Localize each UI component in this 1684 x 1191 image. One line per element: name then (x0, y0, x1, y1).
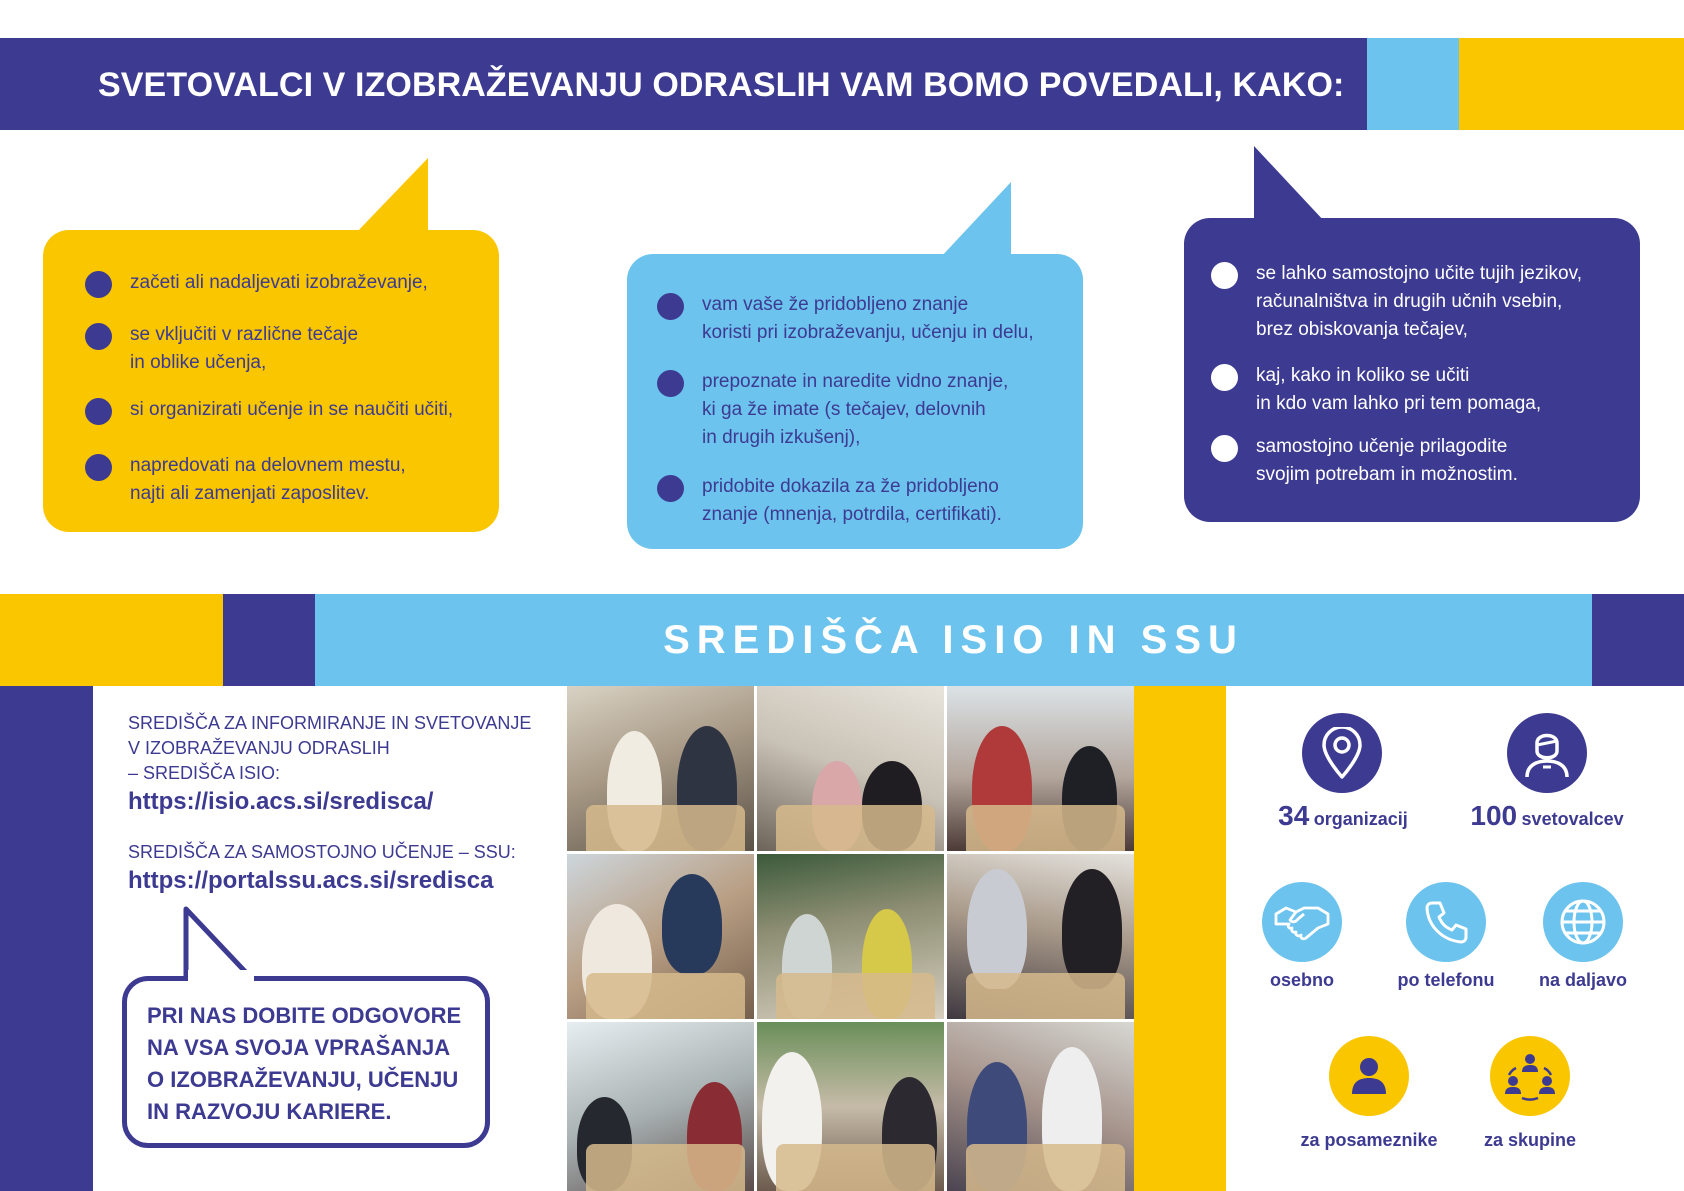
bubble-tail-yellow (355, 158, 430, 234)
person-icon (1329, 1036, 1409, 1116)
phone-icon (1406, 882, 1486, 962)
photo-counseling-session (947, 686, 1134, 851)
list-item: kaj, kako in koliko se učiti in kdo vam lahko pri tem pomaga, (1211, 362, 1582, 418)
callout-text: PRI NAS DOBITE ODGOVORE NA VSA SVOJA VPRAŠANJA O IZOBRAŽEVANJU, UČENJU IN RAZVOJU KARIERE. (147, 1003, 462, 1124)
bullet-list (657, 291, 1034, 529)
section-band-purple-right (1592, 594, 1684, 686)
mode-in-person: osebno (1269, 970, 1334, 990)
section-title: SREDIŠČA ISIO IN SSU (663, 618, 1244, 662)
header-accent-blue (1367, 38, 1459, 130)
stat-organizations: 34 organizacij (1278, 800, 1408, 831)
location-pin-icon (1302, 713, 1382, 793)
bullet-dot (657, 293, 684, 320)
bullet-dot (85, 323, 112, 350)
photo-counseling-session (947, 1022, 1134, 1191)
photo-counseling-session (567, 1022, 754, 1191)
callout-tail-join (188, 970, 258, 982)
section-band-purple (223, 594, 315, 686)
section-band-yellow (0, 594, 223, 686)
list-item: vam vaše že pridobljeno znanje koristi pri izobraževanju, učenju in delu, (657, 291, 1034, 347)
ssu-link[interactable]: https://portalssu.acs.si/sredisca (128, 867, 494, 894)
list-item: napredovati na delovnem mestu, najti ali zamenjati zaposlitev. (85, 452, 453, 508)
mode-remote: na daljavo (1538, 970, 1628, 990)
speech-bubble-blue (627, 254, 1083, 549)
photo-grid (567, 686, 1134, 1191)
bullet-dot (1211, 262, 1238, 289)
photo-counseling-session (757, 854, 944, 1019)
list-item: se lahko samostojno učite tujih jezikov, računalništva in drugih učnih vsebin, brez obiskovanja tečajev, (1211, 260, 1582, 344)
photo-counseling-session (947, 854, 1134, 1019)
header-accent-yellow (1459, 38, 1684, 130)
bullet-dot (1211, 435, 1238, 462)
header-title: SVETOVALCI V IZOBRAŽEVANJU ODRASLIH VAM BOMO POVEDALI, KAKO: (98, 66, 1345, 104)
list-item: pridobite dokazila za že pridobljeno znanje (mnenja, potrdila, certifikati). (657, 473, 1034, 529)
left-stripe (0, 686, 93, 1191)
isio-link[interactable]: https://isio.acs.si/sredisca/ (128, 788, 434, 815)
photo-counseling-session (567, 686, 754, 851)
bullet-list (1211, 260, 1582, 489)
list-item: začeti ali nadaljevati izobraževanje, (85, 269, 453, 297)
list-item: samostojno učenje prilagodite svojim potrebam in možnostim. (1211, 433, 1582, 489)
mode-phone: po telefonu (1397, 970, 1495, 990)
list-item: si organizirati učenje in se naučiti učiti, (85, 396, 453, 424)
list-item: prepoznate in naredite vidno znanje, ki ga že imate (s tečajev, delovnih in drugih izkušenj), (657, 368, 1034, 452)
handshake-icon (1262, 882, 1342, 962)
bullet-dot (657, 370, 684, 397)
photo-counseling-session (757, 686, 944, 851)
group-icon (1490, 1036, 1570, 1116)
bullet-dot (85, 454, 112, 481)
stat-counselors: 100 svetovalcev (1470, 800, 1624, 831)
bubble-tail-purple (1254, 146, 1326, 222)
ssu-description: SREDIŠČA ZA SAMOSTOJNO UČENJE – SSU: (128, 842, 516, 862)
speech-bubble-purple (1184, 218, 1640, 522)
right-stripe-yellow (1134, 686, 1226, 1191)
globe-icon (1543, 882, 1623, 962)
bullet-dot (85, 271, 112, 298)
list-item: se vključiti v različne tečaje in oblike učenja, (85, 321, 453, 377)
bullet-dot (85, 398, 112, 425)
counselor-icon (1507, 713, 1587, 793)
bullet-dot (657, 475, 684, 502)
photo-counseling-session (567, 854, 754, 1019)
audience-groups: za skupine (1483, 1130, 1577, 1150)
isio-description: SREDIŠČA ZA INFORMIRANJE IN SVETOVANJE V IZOBRAŽEVANJU ODRASLIH – SREDIŠČA ISIO: (128, 713, 532, 783)
photo-counseling-session (757, 1022, 944, 1191)
audience-individuals: za posameznike (1300, 1130, 1438, 1150)
speech-bubble-yellow (43, 230, 499, 532)
bullet-list (85, 269, 453, 508)
bubble-tail-blue (940, 182, 1012, 258)
bullet-dot (1211, 364, 1238, 391)
